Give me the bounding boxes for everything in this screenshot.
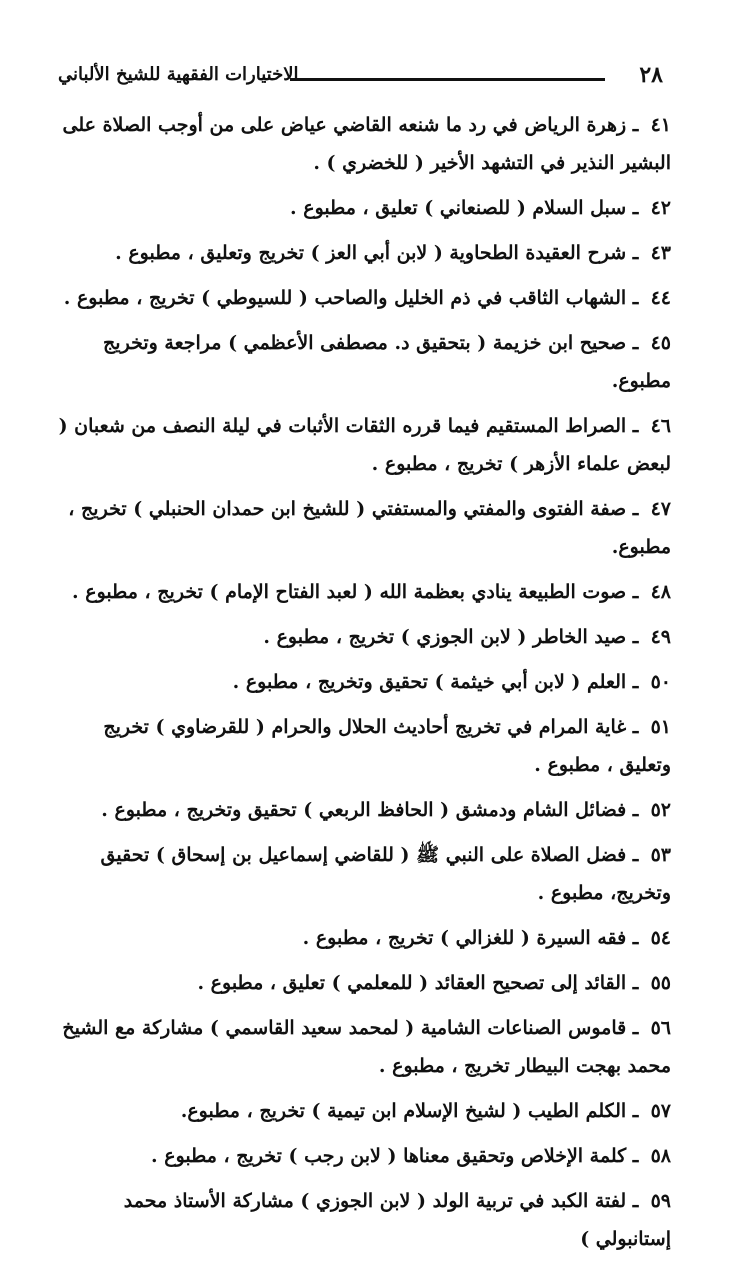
list-item [54, 234, 671, 272]
list-item [54, 663, 671, 701]
entry-text: ـ غاية المرام في تخريج أحاديث الحلال والحرام ( للقرضاوي ) تخريج وتعليق ، مطبوع . [103, 716, 671, 776]
entry-text: ـ فضل الصلاة على النبي ﷺ ( للقاضي إسماعيل بن إسحاق ) تحقيق وتخريج، مطبوع . [100, 844, 671, 904]
list-item [54, 1009, 671, 1085]
entry-list [54, 106, 671, 1265]
list-item [54, 106, 671, 182]
entry-text: ـ صوت الطبيعة ينادي بعظمة الله ( لعبد الفتاح الإمام ) تخريج ، مطبوع . [72, 581, 639, 603]
list-item [54, 1137, 671, 1175]
entry-text: ـ قاموس الصناعات الشامية ( لمحمد سعيد القاسمي ) مشاركة مع الشيخ محمد بهجت البيطار تخريج ، مطبوع . [62, 1017, 671, 1077]
entry-number: ٤٦ [650, 415, 671, 437]
running-header [58, 62, 663, 96]
entry-number: ٤٣ [650, 242, 671, 264]
entry-number: ٥١ [650, 716, 671, 738]
list-item [54, 490, 671, 566]
list-item [54, 618, 671, 656]
list-item [54, 791, 671, 829]
entry-number: ٤٢ [650, 197, 671, 219]
page-number: ٢٨ [639, 62, 663, 88]
entry-number: ٥٨ [650, 1145, 671, 1167]
list-item [54, 1092, 671, 1130]
entry-text: ـ فضائل الشام ودمشق ( الحافظ الربعي ) تحقيق وتخريج ، مطبوع . [101, 799, 639, 821]
list-item [54, 573, 671, 611]
entry-number: ٥٠ [650, 671, 671, 693]
entry-number: ٤٨ [650, 581, 671, 603]
entry-text: ـ القائد إلى تصحيح العقائد ( للمعلمي ) تعليق ، مطبوع . [197, 972, 639, 994]
entry-number: ٤٥ [650, 332, 671, 354]
entry-number: ٥٥ [650, 972, 671, 994]
entry-number: ٤٧ [650, 498, 671, 520]
list-item [54, 324, 671, 400]
list-item [54, 407, 671, 483]
list-item [54, 279, 671, 317]
entry-text: ـ سبل السلام ( للصنعاني ) تعليق ، مطبوع . [290, 197, 639, 219]
entry-number: ٥٧ [650, 1100, 671, 1122]
entry-number: ٤١ [650, 114, 671, 136]
entry-number: ٤٤ [650, 287, 671, 309]
entry-text: ـ العلم ( لابن أبي خيثمة ) تحقيق وتخريج ، مطبوع . [232, 671, 639, 693]
list-item [54, 836, 671, 912]
header-rule [290, 78, 605, 81]
entry-number: ٥٣ [650, 844, 671, 866]
entry-text: ـ صيد الخاطر ( لابن الجوزي ) تخريج ، مطبوع . [263, 626, 639, 648]
entry-text: ـ شرح العقيدة الطحاوية ( لابن أبي العز ) تخريج وتعليق ، مطبوع . [115, 242, 639, 264]
entry-text: ـ صحيح ابن خزيمة ( بتحقيق د. مصطفى الأعظمي ) مراجعة وتخريج مطبوع. [103, 332, 671, 392]
running-title: الاختيارات الفقهية للشيخ الألباني [58, 64, 299, 85]
list-item [54, 1182, 671, 1258]
list-item [54, 964, 671, 1002]
entry-number: ٥٢ [650, 799, 671, 821]
entry-number: ٥٦ [650, 1017, 671, 1039]
list-item [54, 189, 671, 227]
entry-number: ٥٩ [650, 1190, 671, 1212]
entry-text: ـ الشهاب الثاقب في ذم الخليل والصاحب ( للسيوطي ) تخريج ، مطبوع . [63, 287, 639, 309]
entry-text: ـ الكلم الطيب ( لشيخ الإسلام ابن تيمية ) تخريج ، مطبوع. [180, 1100, 639, 1122]
entry-text: ـ الصراط المستقيم فيما قرره الثقات الأثبات في ليلة النصف من شعبان ( لبعض علماء الأزهر ) تخريج ، مطبوع . [58, 415, 671, 475]
list-item [54, 919, 671, 957]
entry-text: ـ زهرة الرياض في رد ما شنعه القاضي عياض على من أوجب الصلاة على البشير النذير في التشهد الأخير ( للخضري ) . [62, 114, 671, 174]
entry-text: ـ كلمة الإخلاص وتحقيق معناها ( لابن رجب ) تخريج ، مطبوع . [151, 1145, 639, 1167]
list-item [54, 708, 671, 784]
entry-number: ٥٤ [650, 927, 671, 949]
entry-text: ـ لفتة الكبد في تربية الولد ( لابن الجوزي ) مشاركة الأستاذ محمد إستانبولي ) [123, 1190, 671, 1250]
entry-text: ـ فقه السيرة ( للغزالي ) تخريج ، مطبوع . [302, 927, 639, 949]
entry-text: ـ صفة الفتوى والمفتي والمستفتي ( للشيخ ابن حمدان الحنبلي ) تخريج ، مطبوع. [68, 498, 671, 558]
entry-number: ٤٩ [650, 626, 671, 648]
